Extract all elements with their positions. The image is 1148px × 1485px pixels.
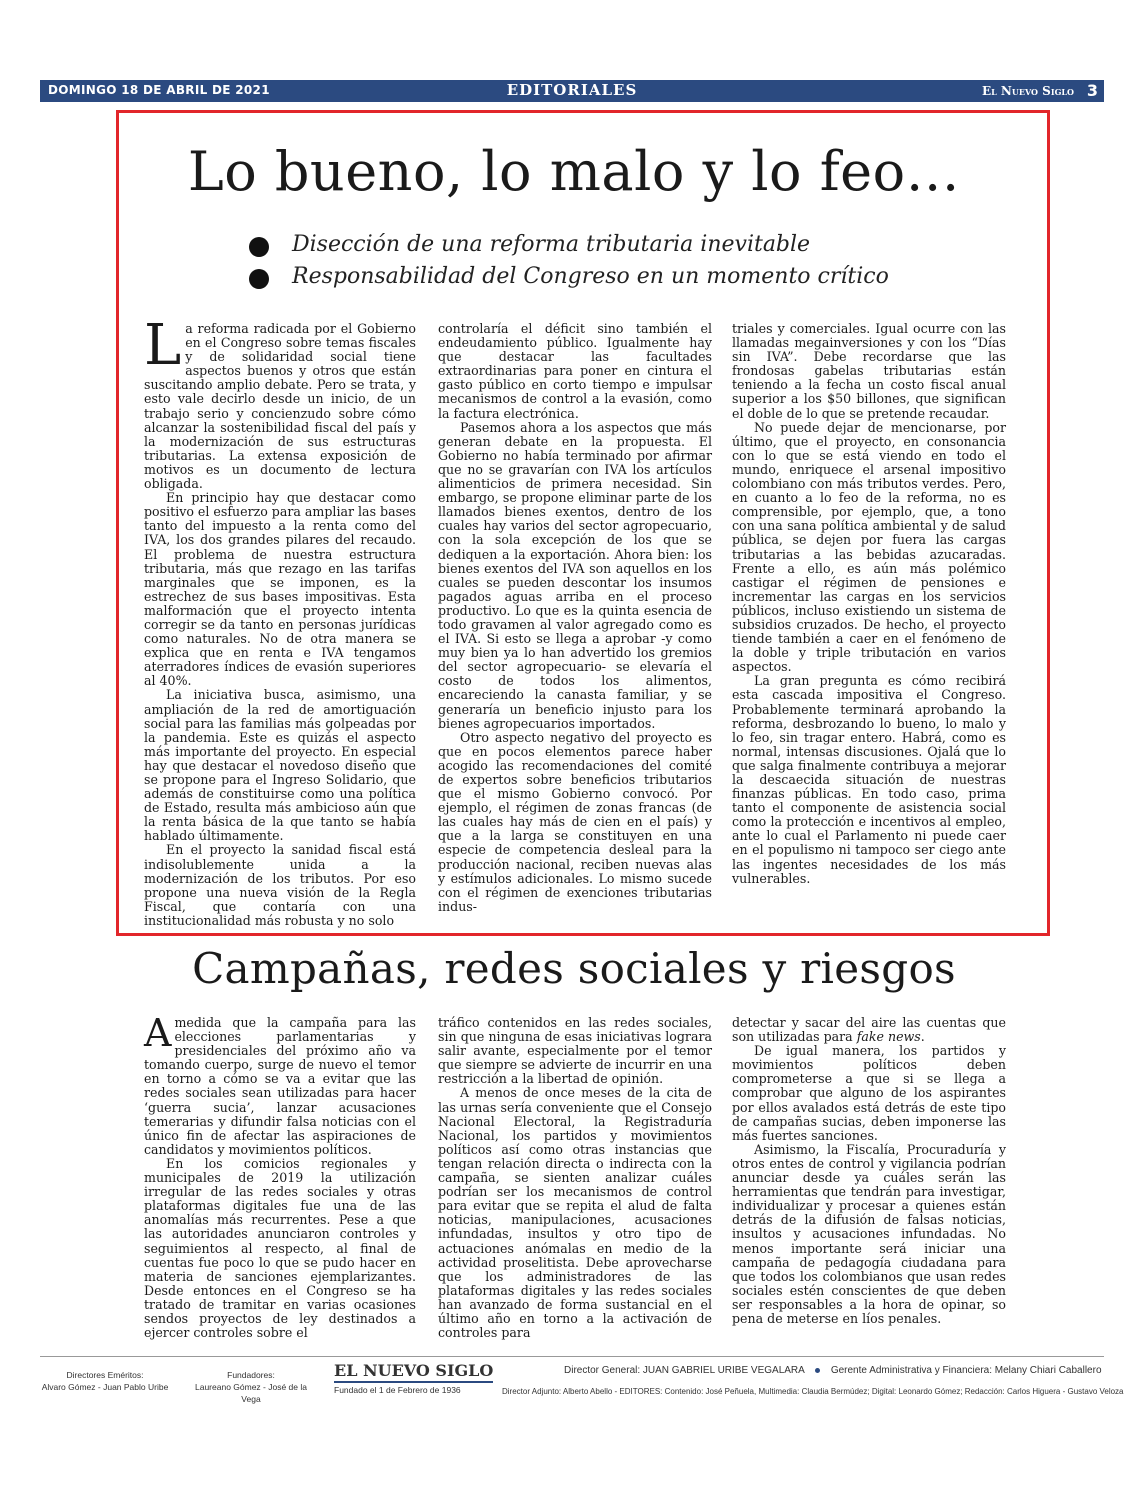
paragraph: triales y comerciales. Igual ocurre con las llamadas megainversiones y con los “Días sin IVA”. Debe recordarse que las frondosas gabelas tributarias están teniendo a la fecha un costo fiscal anual superior a los $50 billones, que significan el doble de lo que se pretende recaudar. xyxy=(732,321,1006,421)
editorial-2-column-1 xyxy=(144,1011,416,1341)
logo-rule xyxy=(334,1381,493,1383)
paragraph: La gran pregunta es cómo recibirá esta cascada impositiva el Congreso. Probablemente terminará aprobando la reforma, desbrozando lo bueno, lo malo y lo feo, sin tragar entero. Habrá, como es normal, intensas discusiones. Ojalá que lo que salga finalmente contribuya a mejorar la descaecida situación de nuestras finanzas públicas. En todo caso, prima tanto el componente de asistencia social como la protección e incentivos al empleo, ante lo cual el Parlamento ni puede caer en el populismo ni tampoco ser ciego ante las ingentes necesidades de los más vulnerables. xyxy=(732,673,1006,886)
paragraph: De igual manera, los partidos y movimientos políticos deben comprometerse a que si se llega a comprobar que alguno de los aspirantes por ellos avalados está detrás de este tipo de campañas sucias, deben imponerse las más fuertes sanciones. xyxy=(732,1043,1006,1143)
founders-label: Fundadores: xyxy=(227,1370,275,1380)
bullet-icon xyxy=(249,269,269,289)
editorial-2-column-2 xyxy=(438,1016,712,1340)
paragraph: A menos de once meses de la cita de las urnas sería conveniente que el Consejo Nacional Electoral, la Registraduría Nacional, los partidos y movimientos políticos así como otras instancias que tengan relación directa o indirecta con la campaña, se sienten analizar cuáles podrían ser los mecanismos de control para evitar que se repita el alud de falta noticias, manipulaciones, acusaciones infundadas, insultos y otro tipo de actuaciones anómalas en medio de la actividad proselitista. Debe aprovecharse que los administradores de las plataformas digitales y las redes sociales han avanzado de forma sustancial en el último año en torno a la activación de controles para xyxy=(438,1085,712,1341)
paragraph: controlaría el déficit sino también el endeudamiento público. Igualmente hay que destacar las facultades extraordinarias para poner en cintura el gasto público en corto tiempo e impulsar mecanismos de control a la evasión, como la factura electrónica. xyxy=(438,321,712,421)
separator-dot-icon xyxy=(815,1368,820,1373)
director-general: Director General: JUAN GABRIEL URIBE VEGALARA xyxy=(564,1365,805,1376)
editorial-2-headline: Campañas, redes sociales y riesgos xyxy=(192,944,956,993)
paragraph: Amedida que la campaña para las elecciones parlamentarias y presidenciales del próximo año va tomando cuerpo, surge de nuevo el temor en torno a cómo se va a evitar que las redes sociales sean utilizadas para hacer ‘guerra sucia’, lanzar acusaciones temerarias y difundir falsa noticias con el único fin de afectar las aspiraciones de candidatos y movimientos políticos. xyxy=(144,1011,416,1157)
editorial-1-headline: Lo bueno, lo malo y lo feo… xyxy=(187,140,961,203)
founders-names: Laureano Gómez - José de la Vega xyxy=(195,1382,307,1404)
staff-line: Director Adjunto: Alberto Abello - EDITORES: Contenido: José Peñuela, Multimedia: Claudia Bermúdez; Digital: Leonardo Gómez; Redacción: Carlos Higuera - Gustavo Veloza xyxy=(502,1387,1124,1396)
header-bar xyxy=(40,80,1104,102)
editorial-1-column-1 xyxy=(144,313,416,928)
gerente: Gerente Administrativa y Financiera: Melany Chiari Caballero xyxy=(830,1365,1102,1376)
editorial-1-column-2 xyxy=(438,322,712,914)
founded-date: Fundado el 1 de Febrero de 1936 xyxy=(334,1385,461,1395)
paragraph: tráfico contenidos en las redes sociales, sin que ninguna de esas iniciativas lograra salir avante, especialmente por el temor que siempre se advierte de incurrir en una restricción a la libertad de opinión. xyxy=(438,1015,712,1087)
paragraph: En los comicios regionales y municipales de 2019 la utilización irregular de las redes sociales y otras plataformas digitales fue una de las anomalías más recurrentes. Pese a que las autoridades anunciaron controles y seguimientos al respecto, al final de cuentas fue poco lo que se pudo hacer en materia de sanciones ejemplarizantes. Desde entonces en el Congreso se ha tratado de tramitar en varias ocasiones sendos proyectos de ley destinados a ejercer controles sobre el xyxy=(144,1155,416,1341)
italic-term: fake news xyxy=(856,1029,921,1045)
deck-text: Responsabilidad del Congreso en un momento crítico xyxy=(292,264,889,289)
paragraph: Asimismo, la Fiscalía, Procuraduría y otros entes de control y vigilancia podrían anunciar desde ya cuáles serán las herramientas que tendrán para investigar, individualizar y procesar a quienes están detrás de la difusión de falsas noticias, insultos y acusaciones infundadas. No menos importante será iniciar una campaña de pedagogía ciudadana para que todos los colombianos que usan redes sociales estén conscientes de que deben ser responsables a la hora de opinar, so pena de meterse en líos penales. xyxy=(732,1141,1006,1326)
editorial-1-decks xyxy=(244,232,889,296)
drop-cap: L xyxy=(144,313,182,378)
editorial-1-column-3 xyxy=(732,322,1006,886)
paragraph: La iniciativa busca, asimismo, una ampliación de la red de amortiguación social para las familias más golpeadas por la pandemia. Este es quizás el aspecto más importante del proyecto. En especial hay que destacar el novedoso diseño que se propone para el Ingreso Solidario, que además de constituirse como una política de Estado, resulta más ambicioso aún que la renta básica de la que tanto se había hablado últimamente. xyxy=(144,687,416,844)
bullet-icon xyxy=(249,237,269,257)
management-line xyxy=(564,1365,1102,1376)
footer-logo: EL NUEVO SIGLO xyxy=(334,1361,493,1383)
paragraph: detectar y sacar del aire las cuentas que son utilizadas para fake news. xyxy=(732,1015,1006,1045)
deck-line xyxy=(244,264,889,296)
paragraph: En principio hay que destacar como positivo el esfuerzo para ampliar las bases tanto del impuesto a la renta como del IVA, los dos grandes pilares del recaudo. El problema de nuestra estructura tributaria, más que rezago en las tarifas marginales que se imponen, es la estrechez de sus bases impositivas. Esta malformación que el proyecto intenta corregir se da tanto en personas jurídicas como naturales. No de otra manera se explica que en renta e IVA tengamos aterradores índices de evasión superiores al 40%. xyxy=(144,490,416,689)
directors-label: Directores Eméritos: xyxy=(66,1370,144,1380)
paragraph: Otro aspecto negativo del proyecto es que en pocos elementos parece haber acogido las recomendaciones del comité de expertos sobre beneficios tributarios que el mismo Gobierno convocó. Por ejemplo, el régimen de zonas francas (de las cuales hay más de cien en el país) y que a la larga se constituyen en una especie de competencia desleal para la producción nacional, reciben nuevas alas y estímulos adicionales. Lo mismo sucede con el régimen de exenciones tributarias indus- xyxy=(438,729,712,914)
section-title: EDITORIALES xyxy=(506,81,638,99)
paragraph: En el proyecto la sanidad fiscal está indisolublemente unida a la modernización de los tributos. Por eso propone una nueva visión de la Regla Fiscal, que contaría con una institucionalidad más robusta y no solo xyxy=(144,842,416,928)
paragraph: Pasemos ahora a los aspectos que más generan debate en la propuesta. El Gobierno no había terminado por afirmar que no se gravarían con IVA los artículos alimenticios de primera necesidad. Sin embargo, se propone eliminar parte de los llamados bienes exentos, dentro de los cuales hay varios del sector agropecuario, con la sola excepción de los que se dediquen a la exportación. Ahora bien: los bienes exentos del IVA son aquellos en los cuales se pueden descontar los insumos pagados aguas arriba en el proceso productivo. Lo que es la quinta esencia de todo gravamen al valor agregado como es el IVA. Si esto se llega a aprobar -y como muy bien ya lo han advertido los gremios del sector agropecuario- se elevaría el costo de todos los alimentos, encareciendo la canasta familiar, y se generaría un beneficio injusto para los bienes agropecuarios importados. xyxy=(438,419,712,731)
paragraph: La reforma radicada por el Gobierno en el Congreso sobre temas fiscales y de solidaridad social tiene aspectos buenos y otros que están suscitando amplio debate. Pero se trata, y esto vale decirlo desde un inicio, de un trabajo serio y concienzudo sobre cómo alcanzar la sostenibilidad fiscal del país y la modernización de sus estructuras tributarias. La extensa exposición de motivos es un documento de lectura obligada. xyxy=(144,313,416,492)
founders-block xyxy=(186,1369,316,1405)
paragraph: No puede dejar de mencionarse, por último, que el proyecto, en consonancia con lo que se está viendo en todo el mundo, enriquece el arsenal impositivo colombiano con más tributos verdes. Pero, en cuanto a lo feo de la reforma, no es comprensible, por ejemplo, que, a tono con una sana política ambiental y de salud pública, se dejen por fuera las cargas tributarias a las bebidas azucaradas. Frente a ello, es aún más polémico castigar el régimen de pensiones e incrementar las cargas en los servicios públicos, incluso existiendo un sistema de subsidios cruzados. De hecho, el proyecto tiende también a caer en el fenómeno de la doble y triple tributación en varios aspectos. xyxy=(732,419,1006,675)
issue-date: DOMINGO 18 DE ABRIL DE 2021 xyxy=(48,83,270,97)
deck-line xyxy=(244,232,889,264)
masthead-brand: El Nuevo Siglo xyxy=(981,84,1074,98)
directors-block xyxy=(40,1369,170,1393)
deck-text: Disección de una reforma tributaria inevitable xyxy=(292,232,811,257)
footer xyxy=(40,1356,1124,1404)
drop-cap: A xyxy=(144,1011,172,1055)
editorial-2-column-3 xyxy=(732,1016,1006,1326)
directors-names: Alvaro Gómez - Juan Pablo Uribe xyxy=(41,1382,169,1392)
page-number: 3 xyxy=(1086,81,1098,100)
